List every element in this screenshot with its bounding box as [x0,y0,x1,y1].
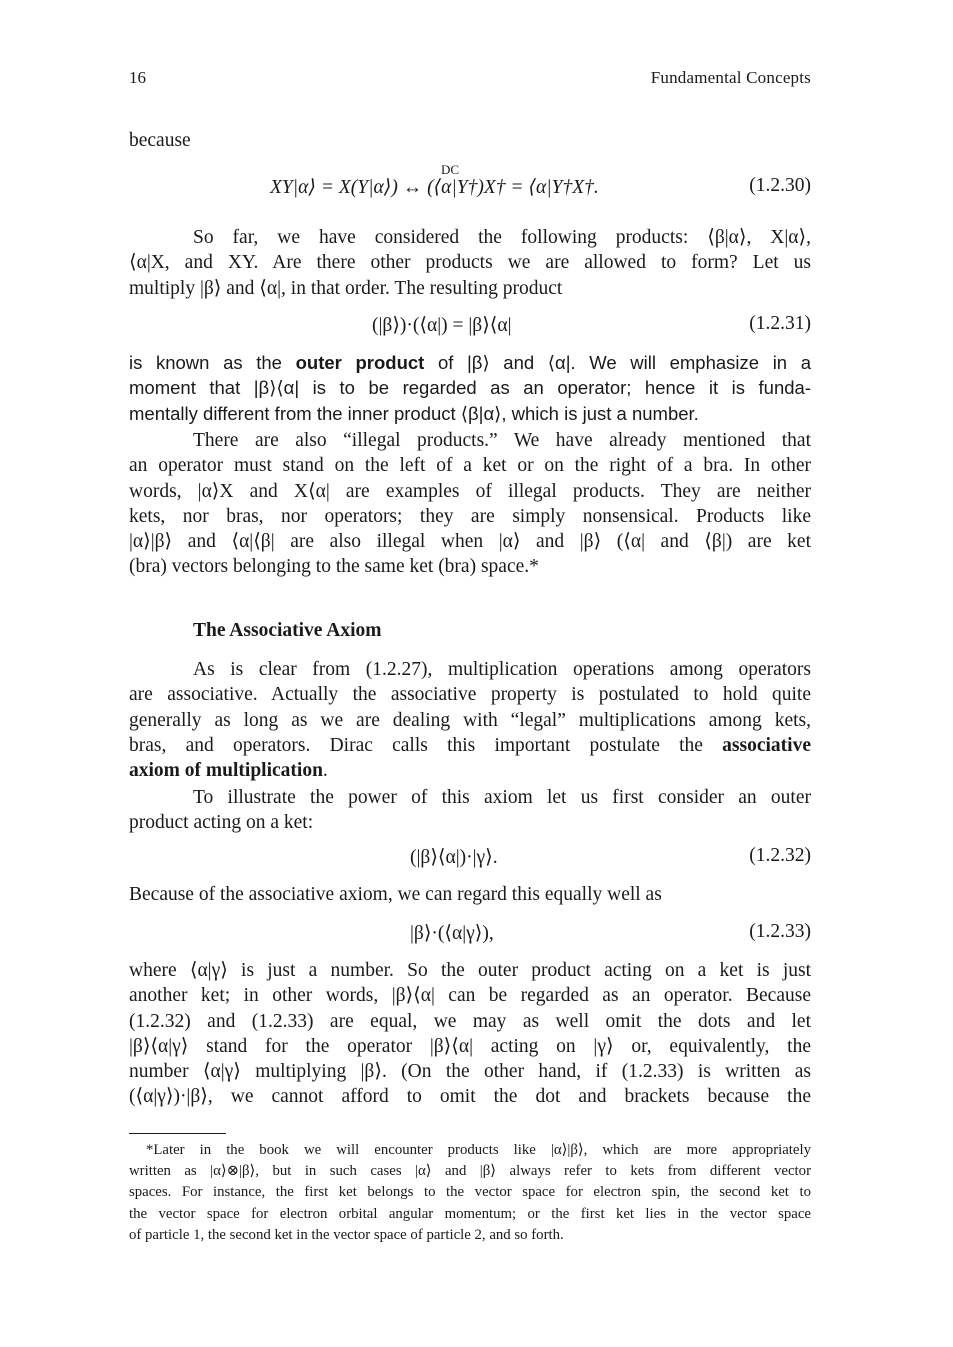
intro-text: because [129,130,191,151]
text-line: another ket; in other words, |β⟩⟨α| can be regarded as an operator. Because [129,985,811,1007]
footnote-line: spaces. For instance, the first ket belongs to the vector space for electron spin, the second ket to [129,1184,811,1201]
paragraph-associative [129,657,811,783]
equation-number: (1.2.30) [749,175,811,196]
text-line: where ⟨α|γ⟩ is just a number. So the outer product acting on a ket is just [129,960,811,981]
footnote-line: the vector space for electron orbital angular momentum; or the first ket lies in the vector space [129,1205,811,1222]
text-line: |α⟩|β⟩ and ⟨α|⟨β| are also illegal when |α⟩ and |β⟩ (⟨α| and ⟨β|) are ket [129,531,811,553]
footnote-line: of particle 1, the second ket in the vector space of particle 2, and so forth. [129,1226,564,1243]
text-line: are associative. Actually the associative property is postulated to hold quite [129,684,811,706]
equation-body: (|β⟩)·(⟨α|) = |β⟩⟨α| [372,315,512,336]
text-line: (⟨α|γ⟩)·|β⟩, we cannot afford to omit the dot and brackets because the [129,1086,811,1108]
text-line: kets, nor bras, nor operators; they are simply nonsensical. Products like [129,505,811,527]
term-axiom: axiom of multiplication [129,760,323,782]
equation-1-2-32 [129,845,811,873]
text-line: To illustrate the power of this axiom let us first consider an outer [193,787,811,808]
dc-label: DC [441,162,460,177]
text-line: ⟨α|X, and XY. Are there other products we are allowed to form? Let us [129,252,811,274]
equation-1-2-33 [129,921,811,949]
equation-body: |β⟩·(⟨α|γ⟩), [410,923,494,944]
paragraph-illegal-products [129,428,811,580]
text-line: is known as the outer product of |β⟩ and ⟨α|. We will emphasize in a [129,352,812,373]
text-line: moment that |β⟩⟨α| is to be regarded as an operator; hence it is funda- [129,377,811,399]
text-line: Because of the associative axiom, we can regard this equally well as [129,884,662,905]
paragraph-illustrate [129,785,811,836]
text-line: There are also “illegal products.” We have already mentioned that [193,430,811,451]
paragraph-products [129,225,811,301]
text-line: axiom of multiplication. [129,760,328,782]
text-line: an operator must stand on the left of a ket or on the right of a bra. In other [129,455,811,477]
text-line: So far, we have considered the following products: ⟨β|α⟩, X|α⟩, [193,227,811,248]
footnote [129,1140,811,1246]
term-associative: associative [722,734,811,756]
text-line: |β⟩⟨α|γ⟩ stand for the operator |β⟩⟨α| acting on |γ⟩ or, equivalently, the [129,1035,811,1057]
equation-1-2-31 [129,313,811,341]
text-line: (bra) vectors belonging to the same ket (bra) space.* [129,556,539,578]
term-outer-product: outer product [295,352,425,373]
text-line: mentally different from the inner product ⟨β|α⟩, which is just a number. [129,402,699,424]
text-line: number ⟨α|γ⟩ multiplying |β⟩. (On the other hand, if (1.2.33) is written as [129,1061,811,1083]
text-line: words, |α⟩X and X⟨α| are examples of illegal products. They are neither [129,480,811,502]
paragraph-because [129,882,811,907]
footnote-line: written as |α⟩⊗|β⟩, but in such cases |α⟩ and |β⟩ always refer to kets from different vector [129,1163,811,1180]
equation-number: (1.2.33) [749,921,811,942]
text-line: multiply |β⟩ and ⟨α|, in that order. The resulting product [129,277,563,299]
equation-1-2-30 [129,162,811,203]
page-number: 16 [129,68,146,87]
text-line: (1.2.32) and (1.2.33) are equal, we may as well omit the dots and let [129,1010,811,1032]
equation-body: (|β⟩⟨α|)·|γ⟩. [410,847,498,868]
footnote-rule [129,1133,226,1134]
running-title: Fundamental Concepts [650,68,811,87]
equation-number: (1.2.32) [749,845,811,866]
paragraph-outer-product [129,350,811,426]
equation-body: XY|α⟩ = X(Y|α⟩) ↔ (⟨α|Y†)X† = ⟨α|Y†X†. [270,177,599,198]
text-line: bras, and operators. Dirac calls this important postulate the associative [129,734,811,756]
section-heading: The Associative Axiom [193,620,382,641]
paragraph-outer-product-operator [129,958,811,1110]
text-line: product acting on a ket: [129,812,314,834]
text-line: generally as long as we are dealing with “legal” multiplications among kets, [129,709,811,731]
footnote-line: *Later in the book we will encounter products like |α⟩|β⟩, which are more appropriately [146,1142,811,1158]
equation-number: (1.2.31) [749,313,811,334]
text-line: As is clear from (1.2.27), multiplication operations among operators [193,659,811,680]
